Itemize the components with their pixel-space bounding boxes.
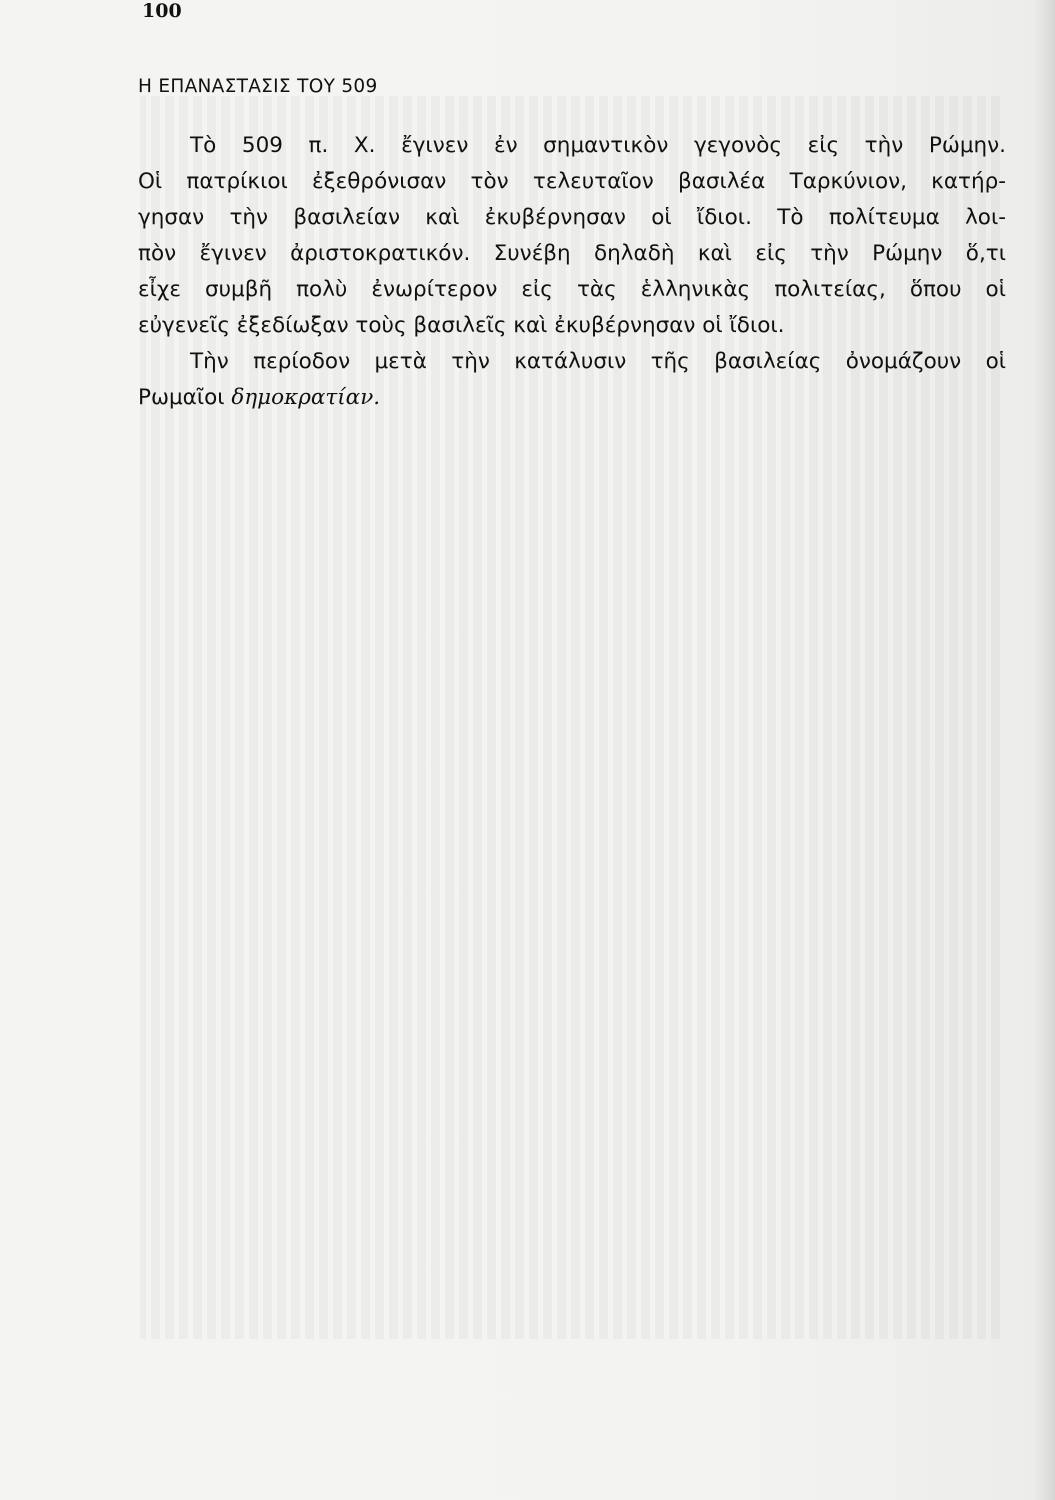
paragraph-1 xyxy=(138,128,1006,344)
paragraph-1-line-5: εἶχε συμβῆ πολὺ ἐνωρίτερον εἰς τὰς ἑλληνικὰς πολιτείας, ὅπου οἱ xyxy=(138,277,1006,302)
paragraph-1-line-1: Τὸ 509 π. Χ. ἔγινεν ἐν σημαντικὸν γεγονὸς εἰς τὴν Ρώμην. xyxy=(190,133,1006,158)
paragraph-1-line-6: εὐγενεῖς ἐξεδίωξαν τοὺς βασιλεῖς καὶ ἐκυβέρνησαν οἱ ἴδιοι. xyxy=(138,313,785,338)
section-title: Η ΕΠΑΝΑΣΤΑΣΙΣ ΤΟΥ 509 xyxy=(138,76,378,97)
paragraph-2-line-2 xyxy=(138,380,1006,416)
paragraph-2-text: Ρωμαῖοι xyxy=(138,385,232,410)
emphasized-term-democracy: δημοκρατίαν. xyxy=(231,385,381,410)
paragraph-1-line-4: πὸν ἔγινεν ἀριστοκρατικόν. Συνέβη δηλαδὴ καὶ εἰς τὴν Ρώμην ὅ,τι xyxy=(138,241,1006,266)
page-edge-shadow xyxy=(1033,0,1055,1500)
paragraph-2-line-1: Τὴν περίοδον μετὰ τὴν κατάλυσιν τῆς βασιλείας ὀνομάζουν οἱ xyxy=(190,349,1006,374)
page-number: 100 xyxy=(142,0,182,22)
paragraph-1-line-3: γησαν τὴν βασιλείαν καὶ ἐκυβέρνησαν οἱ ἴδιοι. Τὸ πολίτευμα λοι- xyxy=(138,205,1006,230)
paragraph-2 xyxy=(138,344,1006,416)
paragraph-1-line-2: Οἱ πατρίκιοι ἐξεθρόνισαν τὸν τελευταῖον βασιλέα Ταρκύνιον, κατήρ- xyxy=(138,169,1006,194)
body-text xyxy=(138,128,1006,416)
